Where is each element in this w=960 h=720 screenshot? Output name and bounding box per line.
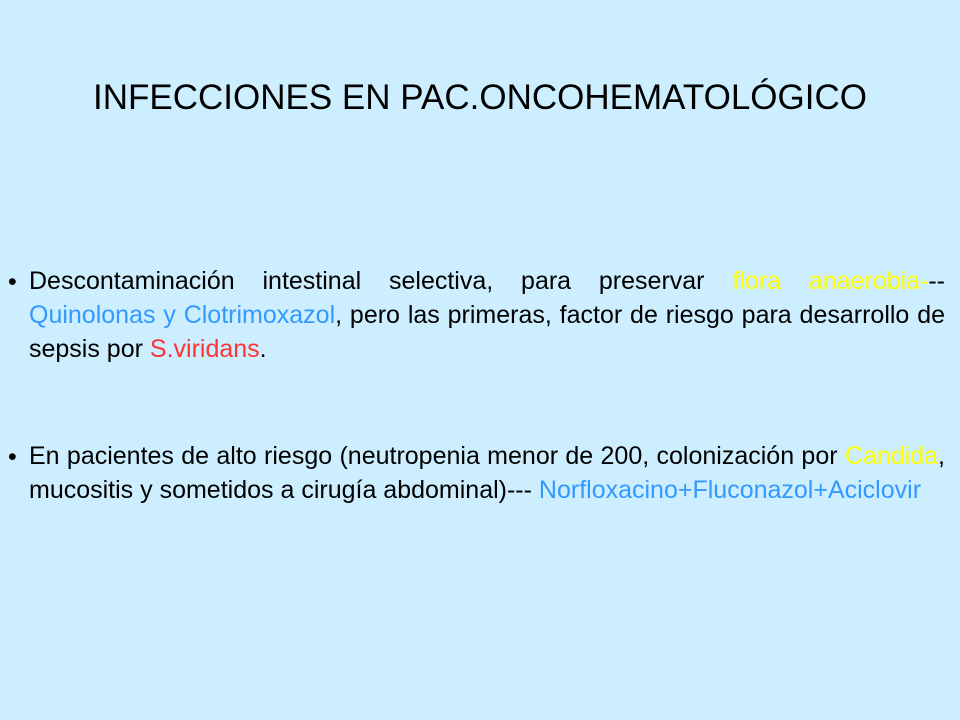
- bullet-marker: •: [8, 443, 17, 471]
- text-run: En pacientes de alto riesgo (neutropenia menor de 200, colonización por: [29, 442, 845, 470]
- highlight-flora-anaerobia: flora anaerobia-: [732, 267, 929, 295]
- bullet-marker: •: [8, 268, 17, 296]
- highlight-s-viridans: S.viridans: [149, 335, 260, 363]
- bullet-text-decontamination: [29, 264, 945, 366]
- slide-title: INFECCIONES EN PAC.ONCOHEMATOLÓGICO: [93, 78, 867, 117]
- text-run: Descontaminación intestinal selectiva, para preservar: [29, 267, 733, 295]
- bullet-text-high-risk: [29, 439, 945, 507]
- highlight-prophylaxis-regimen: Norfloxacino+Fluconazol+Aciclovir: [538, 476, 922, 504]
- text-run: , mucositis y sometidos a cirugía abdominal)---: [29, 442, 945, 504]
- text-run: , pero las primeras, factor de riesgo para desarrollo de sepsis por: [29, 301, 946, 363]
- text-run: --: [928, 267, 945, 295]
- highlight-candida: Candida: [844, 442, 939, 470]
- highlight-quinolonas-clotrimoxazol: Quinolonas y Clotrimoxazol: [29, 301, 336, 329]
- text-run: .: [259, 335, 267, 363]
